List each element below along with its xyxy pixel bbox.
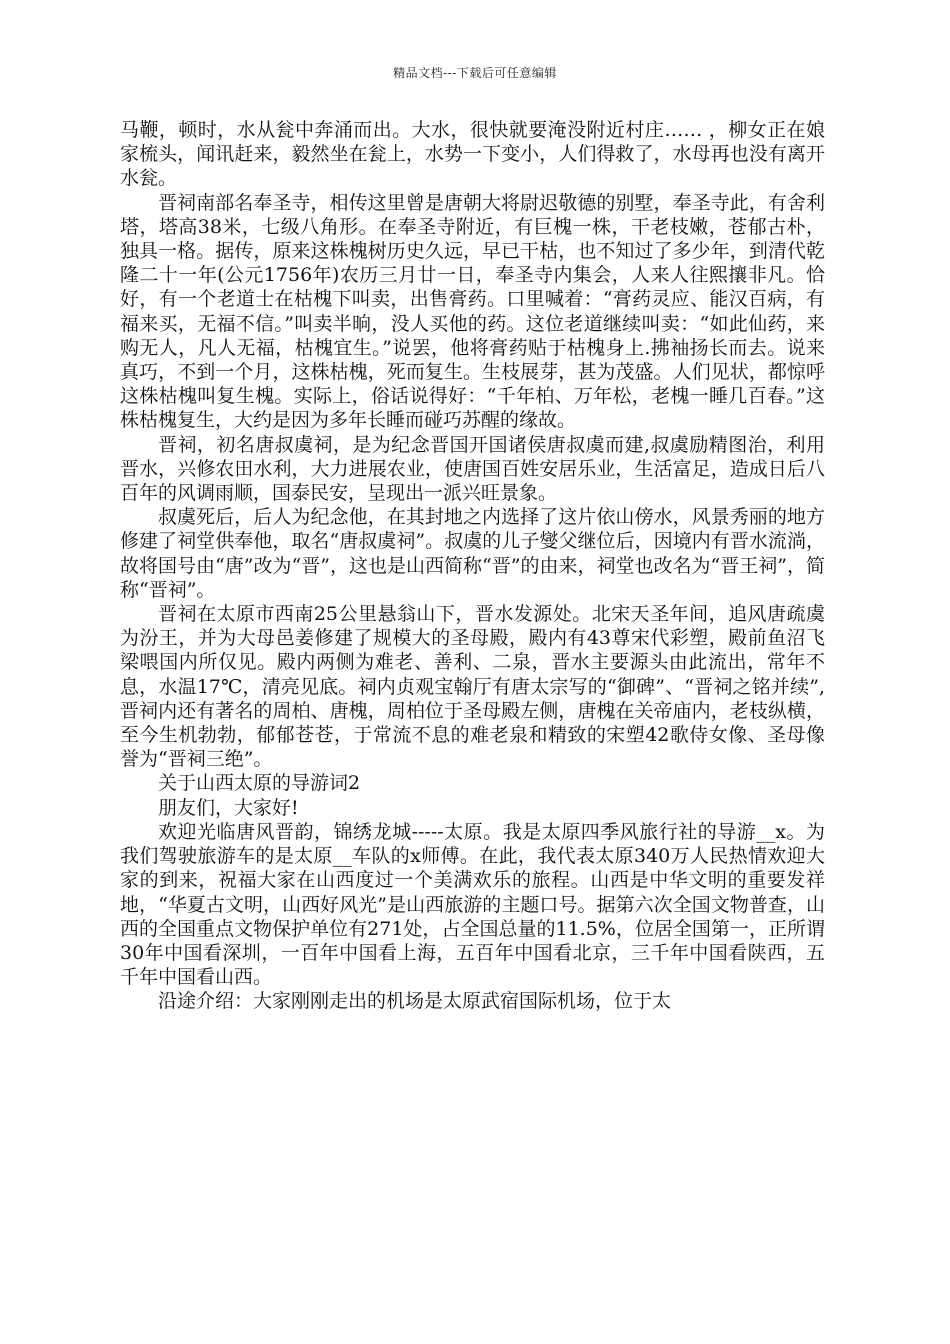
greeting-line: 朋友们，大家好! [158,796,299,819]
document-body [120,118,825,1014]
paragraph-5: 晋祠在太原市西南25公里悬翁山下，晋水发源处。北宋天圣年间，追风唐疏虞为汾王，并为大母邑姜修建了规模大的圣母殿，殿内有43尊宋代彩塑，殿前鱼沼飞梁喂国内所仅见。殿内两侧为难老、善利、二泉，晋水主要源头由此流出，常年不息，水温17℃，清亮见底。祠内贞观宝翰厅有唐太宗写的“御碑”、“晋祠之铭并续”,晋祠内还有著名的周柏、唐槐，周柏位于圣母殿左侧，唐槐在关帝庙内，老枝纵横，至今生机勃勃，郁郁苍苍，于常流不息的难老泉和精致的宋塑42歌侍女像、圣母像誉为“晋祠三绝”。 [120,603,825,771]
page-header: 精品文档---下载后可任意编辑 [393,66,557,80]
paragraph-3: 晋祠，初名唐叔虞祠，是为纪念晋国开国诸侯唐叔虞而建,叔虞励精图治，利用晋水，兴修农田水利，大力进展农业，使唐国百姓安居乐业，生活富足，造成日后八百年的风调雨顺，国泰民安，呈现出一派兴旺景象。 [120,433,825,505]
paragraph-6: 欢迎光临唐风晋韵，锦绣龙城-----太原。我是太原四季风旅行社的导游__x。为我们驾驶旅游车的是太原__车队的x师傅。在此，我代表太原340万人民热情欢迎大家的到来，祝福大家在山西度过一个美满欢乐的旅程。山西是中华文明的重要发祥地，“华夏古文明，山西好风光”是山西旅游的主题口号。据第六次全国文物普查，山西的全国重点文物保护单位有271处，占全国总量的11.5%，位居全国第一，正所谓30年中国看深圳，一百年中国看上海，五百年中国看北京，三千年中国看陕西，五千年中国看山西。 [120,820,825,989]
paragraph-4: 叔虞死后，后人为纪念他，在其封地之内选择了这片依山傍水，风景秀丽的地方修建了祠堂供奉他，取名“唐叔虞祠”。叔虞的儿子燮父继位后，因境内有晋水流淌，故将国号由“唐”改为“晋”，这也是山西简称“晋”的由来，祠堂也改名为“晋王祠”，简称“晋祠”。 [120,506,825,601]
paragraph-2: 晋祠南部名奉圣寺，相传这里曾是唐朝大将尉迟敬德的别墅，奉圣寺此，有舍利塔，塔高38米，七级八角形。在奉圣寺附近，有巨槐一株，干老枝嫩，苍郁古朴，独具一格。据传，原来这株槐树历史久远，早已干枯，也不知过了多少年，到清代乾隆二十一年(公元1756年)农历三月廿一日，奉圣寺内集会，人来人往熙攘非凡。恰好，有一个老道士在枯槐下叫卖，出售膏药。口里喊着：“膏药灵应、能汉百病，有福来买，无福不信。”叫卖半晌，没人买他的药。这位老道继续叫卖：“如此仙药，来购无人，凡人无福，枯槐宜生。”说罢，他将膏药贴于枯槐身上.拂袖扬长而去。说来真巧，不到一个月，这株枯槐，死而复生。生枝展芽，甚为茂盛。人们见状，都惊呼这株枯槐叫复生槐。实际上，俗话说得好：“千年柏、万年松，老槐一睡几百春。”这株枯槐复生，大约是因为多年长睡而碰巧苏醒的缘故。 [120,191,825,432]
paragraph-1: 马鞭，顿时，水从瓮中奔涌而出。大水，很快就要淹没附近村庄…… ，柳女正在娘家梳头，闻讯赶来，毅然坐在瓮上，水势一下变小，人们得救了，水母再也没有离开水瓮。 [120,119,825,190]
section-heading: 关于山西太原的导游词2 [158,772,361,795]
paragraph-7: 沿途介绍：大家刚刚走出的机场是太原武宿国际机场，位于太 [158,990,672,1013]
